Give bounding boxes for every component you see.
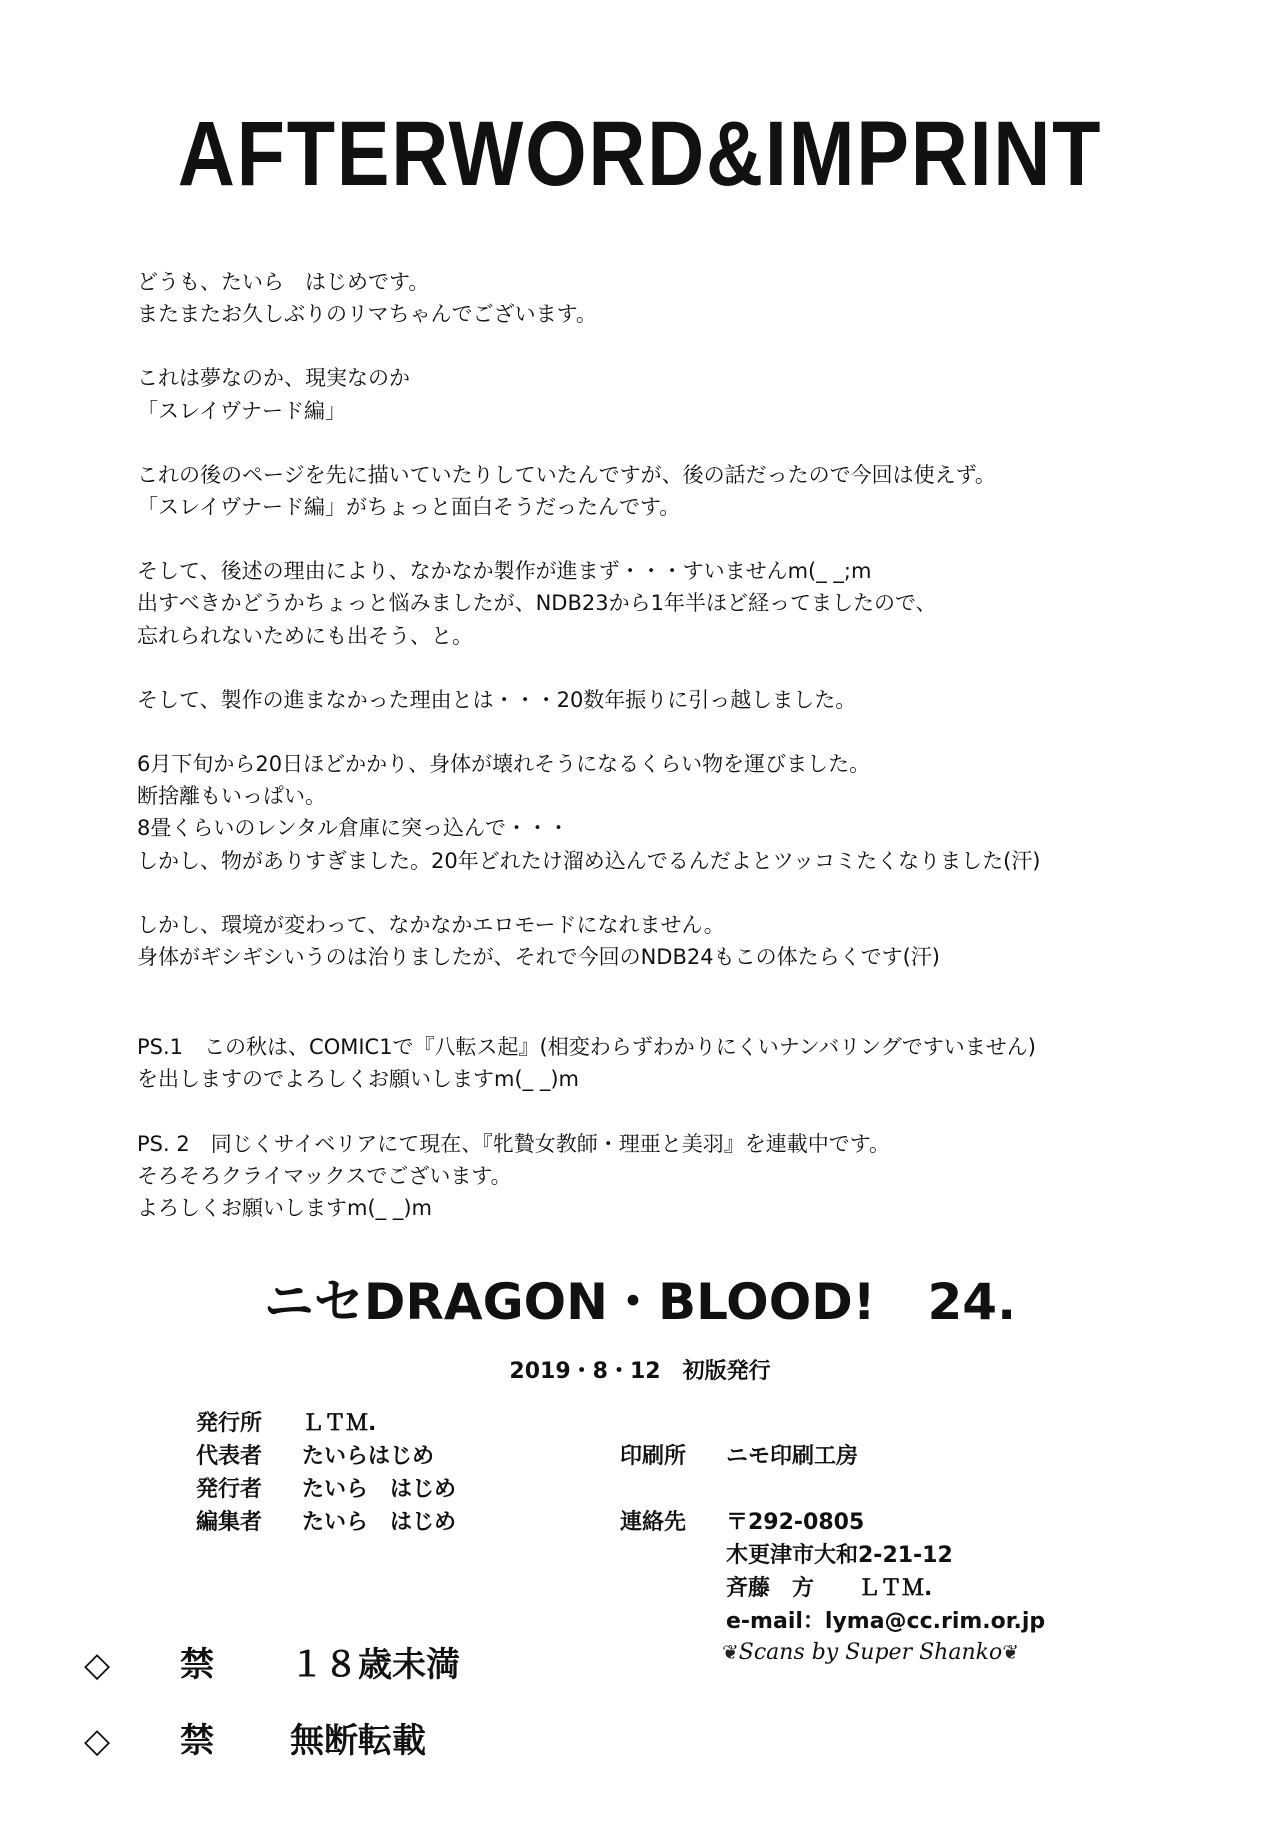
afterword-line: これは夢なのか、現実なのか <box>137 366 410 391</box>
imprint-contact <box>620 1505 864 1536</box>
afterword-line: そして、製作の進まなかった理由とは・・・20数年振りに引っ越しました。 <box>137 687 857 712</box>
afterword-ps1 <box>137 1031 1157 1095</box>
afterword-line: 断捨離もいっぱい。 <box>137 784 326 809</box>
afterword-paragraph <box>137 909 1157 973</box>
afterword-line: そして、後述の理由により、なかなか製作が進まず・・・すいませんm(_ _;m <box>137 559 872 584</box>
notice-text: 無断転載 <box>290 1721 426 1761</box>
afterword-paragraph <box>137 748 1157 877</box>
imprint-label: 発行者 <box>196 1477 263 1502</box>
volume-number: 24. <box>927 1273 1017 1331</box>
afterword-line: これの後のページを先に描いていたりしていたんですが、後の話だったので今回は使えず。 <box>137 462 996 487</box>
afterword-line: 忘れられないためにも出そう、と。 <box>137 623 473 648</box>
afterword-line: 「スレイヴナード編」がちょっと面白そうだったんです。 <box>137 495 681 520</box>
page-title: AFTERWORD&IMPRINT <box>177 103 1103 205</box>
imprint-value: ニモ印刷工房 <box>726 1444 859 1469</box>
flourish-icon: ❦ <box>722 1640 739 1664</box>
product-name: ニセDRAGON・BLOOD! <box>263 1273 876 1331</box>
imprint-value: たいらはじめ <box>302 1444 435 1469</box>
imprint-label: 代表者 <box>196 1444 263 1469</box>
imprint-label: 連絡先 <box>620 1510 687 1535</box>
scans-credit-text: Scans by Super Shanko <box>738 1640 1003 1665</box>
afterword-line: どうも、たいら はじめです。 <box>137 270 430 294</box>
imprint-value: たいら はじめ <box>302 1477 457 1502</box>
notice-no-reprint <box>84 1713 426 1762</box>
afterword-ps2 <box>137 1128 1157 1225</box>
notice-prohibited: 禁 <box>180 1645 214 1685</box>
imprint-publisher <box>196 1406 376 1437</box>
afterword-line: 身体がギシギシいうのは治りましたが、それで今回のNDB24もこの体たらくです(汗) <box>137 945 940 970</box>
afterword-line: そろそろクライマックスでございます。 <box>137 1163 512 1188</box>
imprint-contact-name: 斉藤 方 ＬＴＭ. <box>726 1576 933 1601</box>
afterword-line: を出しますのでよろしくお願いしますm(_ _)m <box>137 1067 579 1092</box>
imprint-representative <box>196 1439 434 1470</box>
imprint-label: 印刷所 <box>620 1444 687 1469</box>
afterword-paragraph <box>137 362 1157 426</box>
imprint-label: 発行所 <box>196 1411 263 1436</box>
imprint-postal: 〒292-0805 <box>726 1510 865 1535</box>
imprint-address: 木更津市大和2-21-12 <box>726 1543 953 1568</box>
afterword-paragraph <box>137 555 1157 652</box>
diamond-icon: ◇ <box>84 1721 111 1761</box>
imprint-printer <box>620 1439 858 1470</box>
afterword-paragraph <box>137 684 1157 716</box>
notice-prohibited: 禁 <box>180 1721 214 1761</box>
imprint-editor <box>196 1505 456 1536</box>
imprint-email: e-mail：lyma@cc.rim.or.jp <box>726 1609 1046 1634</box>
diamond-icon: ◇ <box>84 1645 111 1685</box>
afterword-line: よろしくお願いしますm(_ _)m <box>137 1196 432 1221</box>
imprint-label: 編集者 <box>196 1510 263 1535</box>
publication-date: 2019・8・12 初版発行 <box>509 1359 771 1384</box>
afterword-line: 6月下旬から20日ほどかかり、身体が壊れそうになるくらい物を運びました。 <box>137 752 871 777</box>
imprint-value: ＬＴＭ. <box>302 1411 377 1436</box>
afterword-line: 出すべきかどうかちょっと悩みましたが、NDB23から1年半ほど経ってましたので、 <box>137 591 937 616</box>
afterword-line: PS. 2 同じくサイベリアにて現在、『牝贄女教師・理亜と美羽』を連載中です。 <box>137 1131 891 1156</box>
afterword-line: 8畳くらいのレンタル倉庫に突っ込んで・・・ <box>137 816 569 841</box>
afterword-line: しかし、環境が変わって、なかなかエロモードになれません。 <box>137 912 725 937</box>
afterword-line: 「スレイヴナード編」 <box>137 398 346 423</box>
product-title <box>0 1273 1280 1331</box>
afterword-line: PS.1 この秋は、COMIC1で『八転ス起』(相変わらずわかりにくいナンバリングですいません) <box>137 1035 1037 1060</box>
afterword-line: しかし、物がありすぎました。20年どれたけ溜め込んでるんだよとツッコミたくなりました(汗) <box>137 848 1041 873</box>
notice-age-restriction <box>84 1637 460 1686</box>
afterword-text <box>137 266 1157 1256</box>
afterword-paragraph <box>137 266 1157 330</box>
afterword-paragraph <box>137 459 1157 523</box>
imprint-value: たいら はじめ <box>302 1510 457 1535</box>
notice-text: １８歳未満 <box>290 1645 460 1685</box>
afterword-line: またまたお久しぶりのリマちゃんでございます。 <box>137 302 597 327</box>
flourish-icon: ❦ <box>1002 1640 1019 1664</box>
scans-credit <box>722 1640 1019 1665</box>
imprint-issuer <box>196 1472 456 1503</box>
